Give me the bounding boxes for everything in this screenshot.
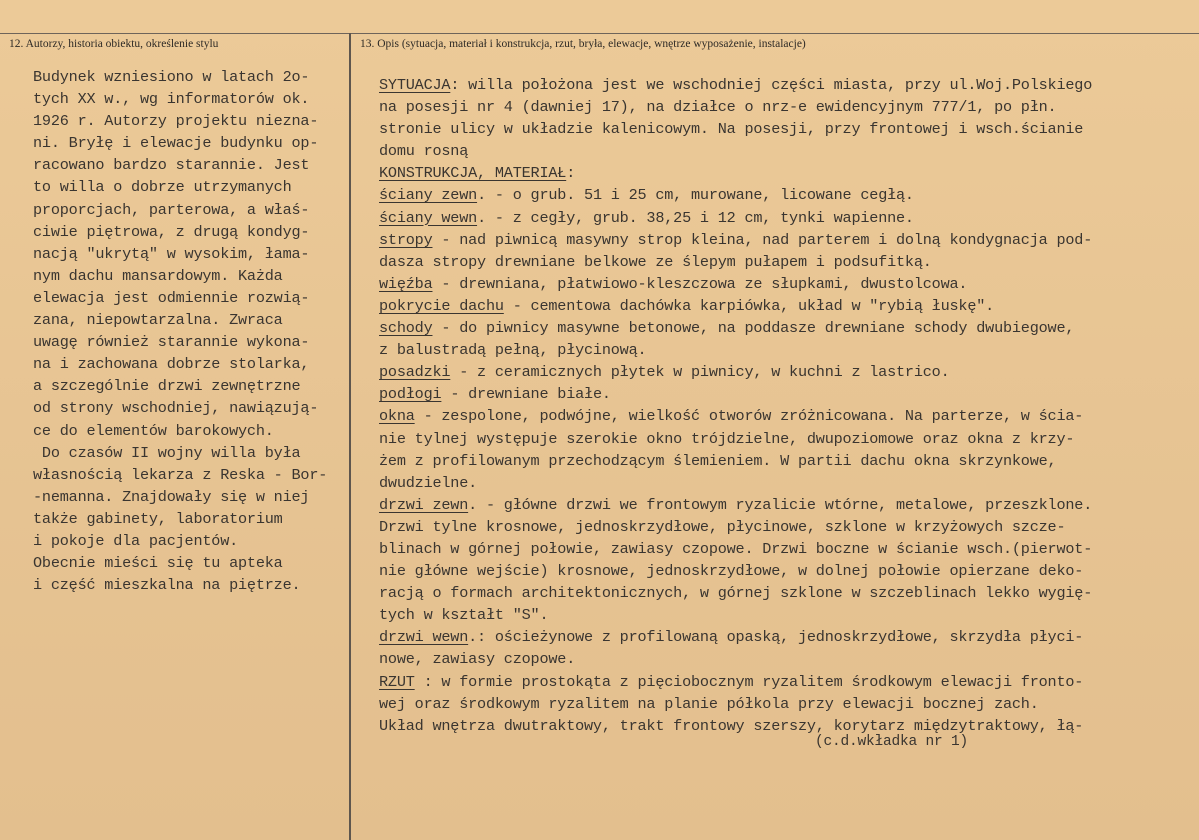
description-line xyxy=(379,516,1092,538)
history-line: własnością lekarza z Reska - Bor- xyxy=(33,465,328,484)
description-line xyxy=(379,560,1092,582)
history-line: Do czasów II wojny willa była xyxy=(33,443,301,462)
description-line xyxy=(379,317,1092,339)
history-line: Obecnie mieści się tu apteka xyxy=(33,554,283,573)
description-line xyxy=(379,74,1092,96)
description-line xyxy=(379,604,1092,626)
description-line xyxy=(379,118,1092,140)
description-line xyxy=(379,626,1092,648)
history-line: nym dachu mansardowym. Każda xyxy=(33,266,283,285)
description-line xyxy=(379,162,1092,184)
description-line xyxy=(379,494,1092,516)
description-text-run: . - główne drzwi we frontowym ryzalicie wtórne, metalowe, przeszklone. xyxy=(468,495,1093,514)
description-text-run: nie główne wejście) krosnowe, jednoskrzydłowe, w dolnej połowie opierzane deko- xyxy=(379,562,1084,581)
description-line xyxy=(379,693,1092,715)
section-keyword: drzwi wewn xyxy=(379,628,469,647)
section-13-header: 13. Opis (sytuacja, materiał i konstrukcja, rzut, bryła, elewacje, wnętrze wyposażenie, instalacje) xyxy=(360,38,806,50)
history-line: 1926 r. Autorzy projektu nieznа- xyxy=(33,112,319,131)
description-line xyxy=(379,96,1092,118)
description-line xyxy=(379,472,1092,494)
history-line: na i zachowana dobrze stolarka, xyxy=(33,355,310,374)
history-line: proporcjach, parterowa, a właś- xyxy=(33,200,310,219)
description-text-run: tych w kształt "S". xyxy=(379,606,549,625)
description-text-run: : willa położona jest we wschodniej części miasta, przy ul.Woj.Polskiego xyxy=(450,76,1093,94)
section-keyword: drzwi zewn xyxy=(379,495,469,514)
description-line xyxy=(379,273,1092,295)
description-line xyxy=(379,428,1092,450)
description-text-run: blinach w górnej połowie, zawiasy czopowe. Drzwi boczne w ścianie wsch.(pierwot- xyxy=(379,539,1093,558)
description-text-run: nowe, zawiasy czopowe. xyxy=(379,650,576,669)
description-line xyxy=(379,648,1092,670)
history-line: i pokoje dla pacjentów. xyxy=(33,531,239,550)
description-line xyxy=(379,715,1092,737)
description-text-run: żem z profilowanym przechodzącym ślemieniem. W partii dachu okna skrzynkowe, xyxy=(379,451,1057,470)
history-line: tych XX w., wg informatorów ok. xyxy=(33,90,310,109)
description-text-run: . - z cegły, grub. 38,25 i 12 cm, tynki wapienne. xyxy=(477,208,914,227)
description-line xyxy=(379,538,1092,560)
description-text-run: wej oraz środkowym ryzalitem na planie półkola przy elewacji bocznej zach. xyxy=(379,694,1039,713)
description-line xyxy=(379,140,1092,162)
description-text-run: nie tylnej występuje szerokie okno trójdzielne, dwupoziomowe oraz okna z krzy- xyxy=(379,429,1075,448)
description-text-run: .: ościeżynowe z profilowaną opaską, jednoskrzydłowe, skrzydła płyci- xyxy=(468,628,1084,647)
description-line xyxy=(379,383,1092,405)
section-keyword: posadzki xyxy=(379,363,451,382)
description-line xyxy=(379,295,1092,317)
history-line: ce do elementów barokowych. xyxy=(33,421,274,440)
description-line xyxy=(379,251,1092,273)
description-text-run: na posesji nr 4 (dawniej 17), na działce o nrz-e ewidencyjnym 777/1, po płn. xyxy=(379,98,1057,117)
description-text-run: - cementowa dachówka karpiówka, układ w "rybią łuskę". xyxy=(503,296,995,315)
section-keyword: okna xyxy=(379,407,415,426)
section-keyword: RZUT xyxy=(379,672,415,691)
description-text-run: - drewniana, płatwiowo-kleszczowa ze słupkami, dwustolcowa. xyxy=(432,274,968,293)
history-line: elewacja jest odmiennie rozwią- xyxy=(33,288,310,307)
description-text xyxy=(379,74,1092,753)
section-keyword: SYTUACJA xyxy=(379,76,451,94)
section-keyword: ściany zewn xyxy=(379,186,478,205)
section-keyword: stropy xyxy=(379,230,433,249)
description-line xyxy=(379,361,1092,383)
description-text-run: Układ wnętrza dwutraktowy, trakt frontowy szerszy, korytarz międzytraktowy, łą- xyxy=(379,716,1084,735)
section-keyword: podłogi xyxy=(379,385,442,404)
description-text-run: - do piwnicy masywne betonowe, na poddasze drewniane schody dwubiegowe, xyxy=(432,319,1075,338)
section-12-header: 12. Autorzy, historia obiektu, określenie stylu xyxy=(9,38,219,50)
column-divider xyxy=(349,33,351,840)
history-line: nacją "ukrytą" w wysokim, łama- xyxy=(33,244,310,263)
section-keyword: pokrycie dachu xyxy=(379,296,504,315)
description-text-run: : w formie prostokąta z pięciobocznym ryzalitem środkowym elewacji fronto- xyxy=(414,672,1084,691)
description-line xyxy=(379,339,1092,361)
history-line: racowano bardzo starannie. Jest xyxy=(33,156,310,175)
description-line xyxy=(379,184,1092,206)
header-divider xyxy=(0,33,1199,34)
description-text-run: - z ceramicznych płytek w piwnicy, w kuchni z lastrico. xyxy=(450,363,950,382)
description-text-run: z balustradą pełną, płycinową. xyxy=(379,341,647,360)
description-text-run: dwudzielne. xyxy=(379,473,478,492)
history-line: to willa o dobrze utrzymanych xyxy=(33,178,292,197)
history-line: ni. Bryłę i elewacje budynku op- xyxy=(33,134,319,153)
description-text-run: - drewniane białe. xyxy=(441,385,611,404)
continuation-note: (c.d.wkładka nr 1) xyxy=(815,733,969,750)
description-text-run: - zespolone, podwójne, wielkość otworów zróżnicowana. Na parterze, w ścia- xyxy=(414,407,1084,426)
history-line: uwagę również starannie wykona- xyxy=(33,333,310,352)
description-text-run: stronie ulicy w układzie kalenicowym. Na posesji, przy frontowej i wsch.ścianie xyxy=(379,120,1084,139)
history-line: od strony wschodniej, nawiązują- xyxy=(33,399,319,418)
history-line: -nemanna. Znajdowały się w niej xyxy=(33,487,310,506)
history-text xyxy=(33,66,327,596)
section-keyword: KONSTRUKCJA, MATERIAŁ xyxy=(379,164,567,183)
description-line xyxy=(379,671,1092,693)
description-text-run: domu rosną xyxy=(379,142,469,161)
section-keyword: schody xyxy=(379,319,433,338)
description-text-run: Drzwi tylne krosnowe, jednoskrzydłowe, płycinowe, szklone w krzyżowych szcze- xyxy=(379,517,1066,536)
section-keyword: ściany wewn xyxy=(379,208,478,227)
description-text-run: racją o formach architektonicznych, w górnej szklone w szczeblinach lekko wygię- xyxy=(379,584,1093,603)
description-text-run: - nad piwnicą masywny strop kleina, nad parterem i dolną kondygnacja pod- xyxy=(432,230,1093,249)
description-text-run: dasza stropy drewniane belkowe ze ślepym pułapem i podsufitką. xyxy=(379,252,932,271)
description-line xyxy=(379,405,1092,427)
section-keyword: więźba xyxy=(379,274,433,293)
history-line: a szczególnie drzwi zewnętrzne xyxy=(33,377,301,396)
history-line: ciwie piętrowa, z drugą kondyg- xyxy=(33,222,310,241)
description-text-run: . - o grub. 51 i 25 cm, murowane, licowane cegłą. xyxy=(477,186,914,205)
history-line: także gabinety, laboratorium xyxy=(33,509,283,528)
description-text-run: : xyxy=(566,164,576,183)
description-line xyxy=(379,229,1092,251)
history-line: zana, niepowtarzalna. Zwraca xyxy=(33,311,283,330)
history-line: Budynek wzniesiono w latach 2o- xyxy=(33,68,310,86)
description-line xyxy=(379,207,1092,229)
description-line xyxy=(379,582,1092,604)
description-line xyxy=(379,450,1092,472)
history-line: i część mieszkalna na piętrze. xyxy=(33,576,301,595)
